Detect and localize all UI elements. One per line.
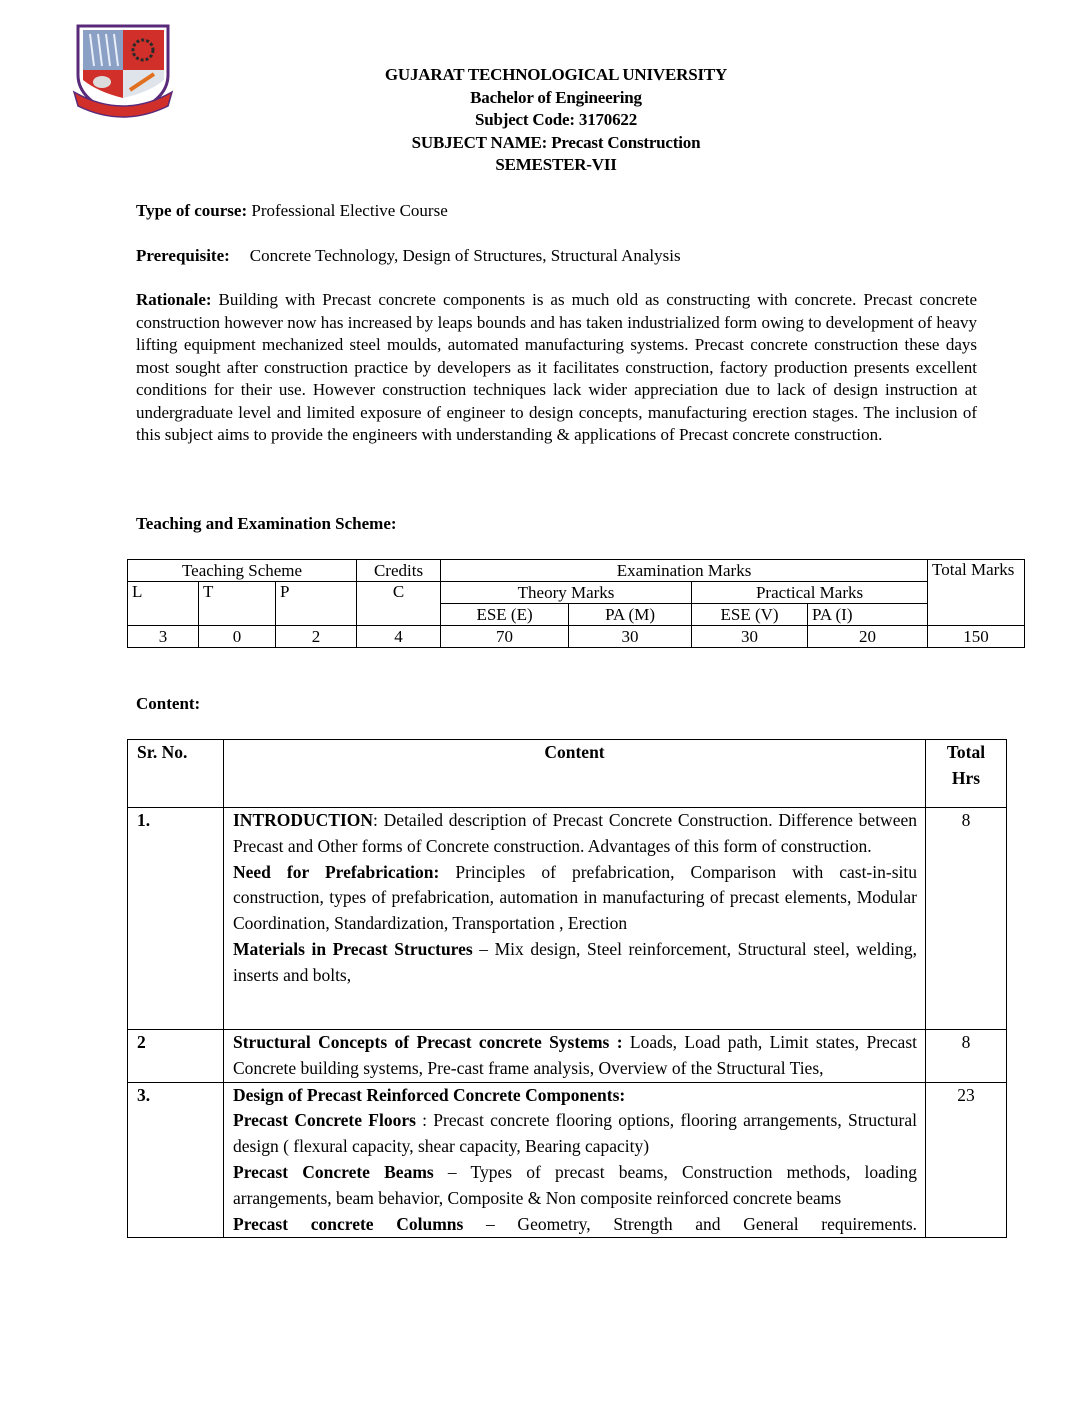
total-marks-header: Total Marks: [928, 560, 1025, 626]
course-type-label: Type of course:: [136, 201, 248, 220]
topic-heading: Structural Concepts of Precast concrete Systems :: [233, 1032, 623, 1052]
topic-columns: [233, 1212, 917, 1238]
topic-heading: Design of Precast Reinforced Concrete Components:: [233, 1084, 626, 1105]
topic-heading: Precast Concrete Beams: [233, 1161, 434, 1182]
t-header: T: [199, 582, 276, 626]
university-crest-icon: [68, 20, 178, 120]
topic-text: : Precast concrete flooring options, flooring arrangements, Structural design ( flexural capacity, shear capacity, Bearing capacity): [233, 1110, 917, 1157]
pa-i-value: 20: [808, 626, 928, 648]
p-value: 2: [276, 626, 357, 648]
scheme-title: Teaching and Examination Scheme:: [136, 514, 397, 533]
row-content: [224, 1030, 926, 1083]
scheme-table: [127, 559, 1025, 648]
topic-text: – Mix design, Steel reinforcement, Structural steel, welding, inserts and bolts,: [233, 938, 917, 985]
total-hrs-header-line1: Total: [946, 742, 986, 762]
topic-heading: INTRODUCTION: [233, 810, 374, 830]
teaching-scheme-header: Teaching Scheme: [128, 560, 357, 582]
document-header: [340, 64, 772, 177]
total-hrs-header-line2: Hrs: [951, 767, 981, 788]
topic-text: – Geometry, Strength and General requirements.: [463, 1213, 918, 1234]
subject-code: Subject Code: 3170622: [474, 110, 637, 129]
topic-text: Loads, Load path, Limit states, Precast Concrete building systems, Pre-cast frame analysis, Overview of the Structural Ties,: [233, 1032, 917, 1078]
content-table: [127, 739, 1007, 1238]
prerequisite-value: Concrete Technology, Design of Structures, Structural Analysis: [249, 246, 681, 265]
topic-heading: Precast concrete Columns: [233, 1213, 464, 1234]
topic-text: – Types of precast beams, Construction methods, loading arrangements, beam behavior, Composite & Non composite reinforced concrete beams: [233, 1161, 917, 1208]
semester: SEMESTER-VII: [495, 155, 617, 174]
rationale-text: Building with Precast concrete components is as much old as constructing with concrete. Precast concrete construction however now has increased by leaps bounds and has taken industrialized form owing to development of heavy lifting equipment mechanized steel moulds, automated manufacturing systems. Precast concrete construction these days most sought after construction practice by developers as it facilitates construction, factory production presents excellent conditions for their use. However construction techniques lack wider appreciation due to lack of design instruction at undergraduate level and limited exposure of engineer to design concepts, manufacturing erection stages. The inclusion of this subject aims to provide the engineers with understanding & applications of Precast concrete construction.: [136, 290, 977, 444]
exam-marks-header: Examination Marks: [441, 560, 928, 582]
pa-m-value: 30: [569, 626, 692, 648]
c-value: 4: [357, 626, 441, 648]
practical-marks-header: Practical Marks: [692, 582, 928, 604]
content-title: Content:: [136, 694, 201, 713]
theory-marks-header: Theory Marks: [441, 582, 692, 604]
university-logo: [68, 20, 178, 120]
content-row: [128, 1030, 1007, 1083]
total-value: 150: [928, 626, 1025, 648]
topic-floors: [233, 1108, 917, 1160]
t-value: 0: [199, 626, 276, 648]
topic-heading: Need for Prefabrication:: [233, 861, 440, 882]
prerequisite-label: Prerequisite:: [136, 246, 230, 265]
l-header: L: [128, 582, 199, 626]
topic-text: : Detailed description of Precast Concrete Construction. Difference between Precast and Other forms of Concrete construction. Advantages of this form of construction.: [233, 810, 917, 856]
subject-name: SUBJECT NAME: Precast Construction: [411, 132, 701, 152]
topic-text: Principles of prefabrication, Comparison with cast-in-situ construction, types of prefabrication, automation in manufacturing of precast elements, Modular Coordination, Standardization, Transportation , Erection: [233, 861, 917, 934]
topic-heading: Materials in Precast Structures: [233, 938, 473, 959]
rationale-label: Rationale:: [136, 290, 212, 309]
p-header: P: [276, 582, 357, 626]
topic-need-for-prefabrication: [233, 860, 917, 937]
row-hours: 8: [926, 1030, 1007, 1083]
ese-e-header: ESE (E): [441, 604, 569, 626]
row-sr-no: 3.: [128, 1082, 224, 1238]
ese-e-value: 70: [441, 626, 569, 648]
topic-design-components: [233, 1083, 917, 1109]
content-row: [128, 1082, 1007, 1238]
topic-materials: [233, 937, 917, 989]
content-header: Content: [224, 740, 926, 808]
total-hrs-header: [926, 740, 1007, 808]
sr-no-header: Sr. No.: [128, 740, 224, 808]
course-type: [136, 200, 448, 222]
row-content: [224, 1082, 926, 1238]
prerequisite: [136, 245, 681, 267]
topic-introduction: [233, 808, 917, 860]
content-row: [128, 808, 1007, 1030]
ese-v-header: ESE (V): [692, 604, 808, 626]
row-hours: 23: [926, 1082, 1007, 1238]
row-sr-no: 1.: [128, 808, 224, 1030]
pa-m-header: PA (M): [569, 604, 692, 626]
credits-header: Credits: [357, 560, 441, 582]
row-sr-no: 2: [128, 1030, 224, 1083]
row-content: [224, 808, 926, 1030]
course-type-value: Professional Elective Course: [247, 201, 448, 220]
row-hours: 8: [926, 808, 1007, 1030]
scheme-values-row: [128, 626, 1025, 648]
rationale-paragraph: [136, 289, 977, 447]
topic-structural-concepts: [233, 1030, 917, 1082]
university-name: GUJARAT TECHNOLOGICAL UNIVERSITY: [384, 65, 728, 84]
topic-heading: Precast Concrete Floors: [233, 1110, 416, 1131]
ese-v-value: 30: [692, 626, 808, 648]
l-value: 3: [128, 626, 199, 648]
pa-i-header: PA (I): [808, 604, 928, 626]
degree-name: Bachelor of Engineering: [470, 87, 642, 107]
c-header: C: [357, 582, 441, 626]
topic-beams: [233, 1160, 917, 1212]
